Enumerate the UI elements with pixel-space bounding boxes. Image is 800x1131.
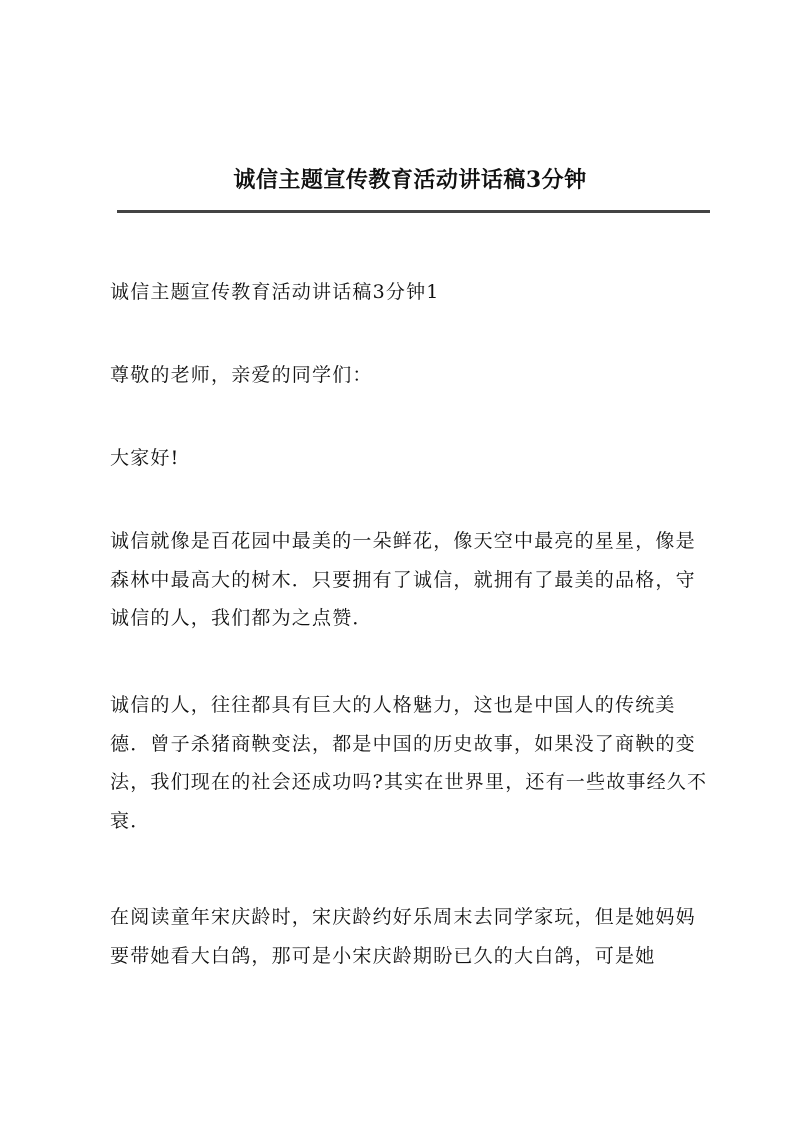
title-divider bbox=[117, 210, 710, 213]
section-heading: 诚信主题宣传教育活动讲话稿3分钟1 bbox=[110, 281, 440, 303]
paragraph: 诚信的人，往往都具有巨大的人格魅力，这也是中国人的传统美德．曾子杀猪商鞅变法，都是中国的历史故事，如果没了商鞅的变法，我们现在的社会还成功吗?其实在世界里，还有一些故事经久不衰． bbox=[110, 694, 708, 832]
document-title: 诚信主题宣传教育活动讲话稿3分钟 bbox=[233, 167, 587, 193]
greeting: 大家好! bbox=[110, 447, 180, 469]
paragraph: 诚信就像是百花园中最美的一朵鲜花，像天空中最亮的星星，像是森林中最高大的树木．只要拥有了诚信，就拥有了最美的品格，守诚信的人，我们都为之点赞． bbox=[110, 530, 696, 629]
salutation: 尊敬的老师，亲爱的同学们： bbox=[110, 364, 373, 386]
paragraph: 在阅读童年宋庆龄时，宋庆龄约好乐周末去同学家玩，但是她妈妈要带她看大白鸽，那可是小宋庆龄期盼已久的大白鸽，可是她 bbox=[110, 906, 696, 967]
